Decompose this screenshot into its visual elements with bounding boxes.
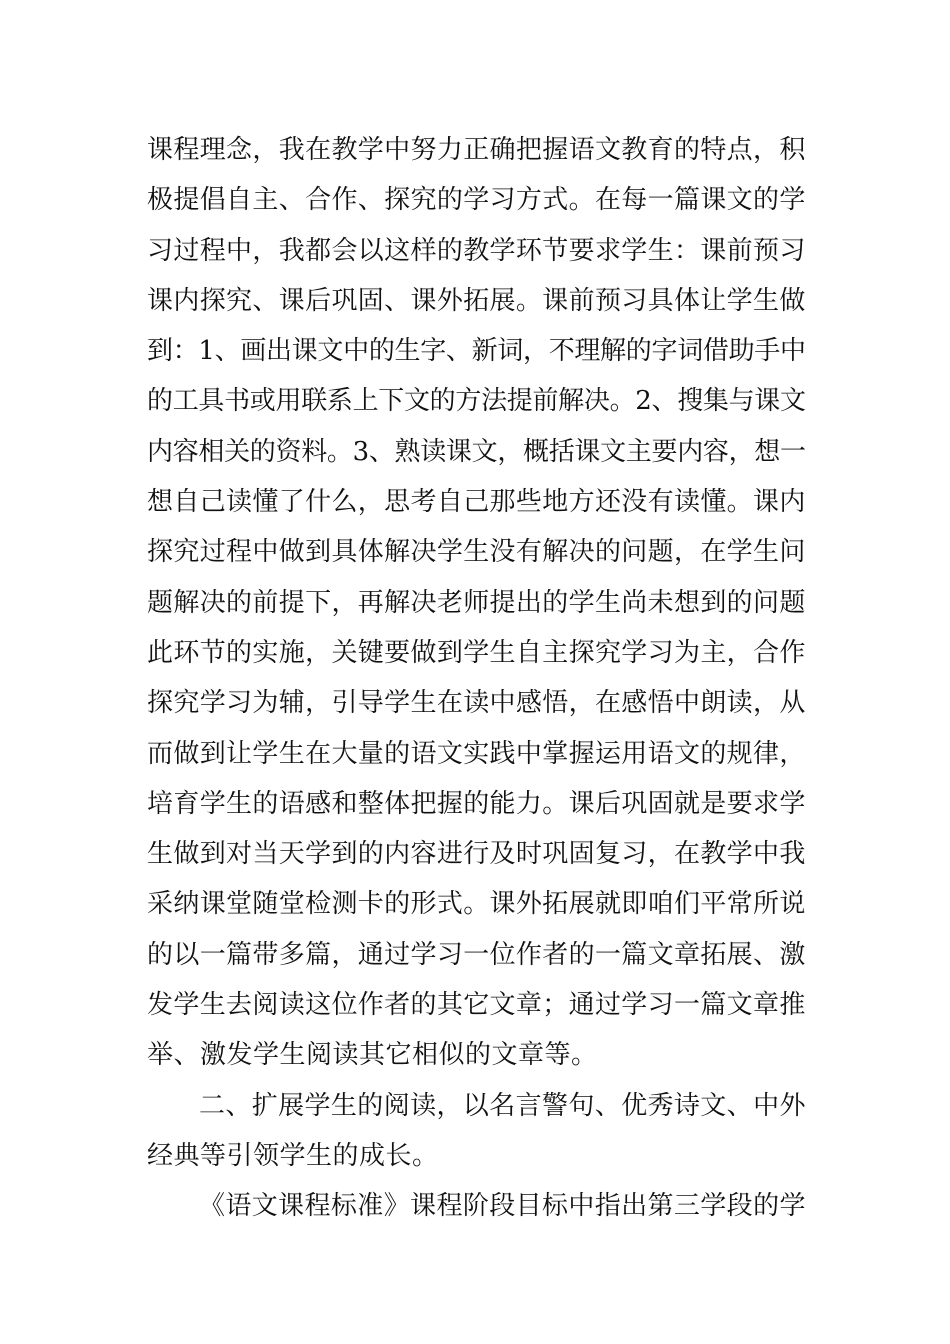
text-line: 极提倡自主、合作、探究的学习方式。在每一篇课文的学 — [147, 185, 806, 216]
document-body — [147, 125, 807, 1232]
text-line: 想自己读懂了什么，思考自己那些地方还没有读懂。课内 — [147, 487, 806, 518]
text-line: 的工具书或用联系上下文的方法提前解决。2、搜集与课文 — [147, 386, 806, 417]
text-line: 探究学习为辅，引导学生在读中感悟，在感悟中朗读，从 — [147, 688, 806, 719]
text-line: 探究过程中做到具体解决学生没有解决的问题，在学生问 — [147, 537, 806, 568]
text-line: 举、激发学生阅读其它相似的文章等。 — [147, 1040, 598, 1071]
text-line: 的以一篇带多篇，通过学习一位作者的一篇文章拓展、激 — [147, 939, 806, 970]
text-line: 到：1、画出课文中的生字、新词，不理解的字词借助手中 — [147, 336, 806, 367]
paragraph-first-line: 二、扩展学生的阅读，以名言警句、优秀诗文、中外 — [199, 1090, 806, 1121]
paragraph-first-line: 《语文课程标准》课程阶段目标中指出第三学段的学 — [199, 1191, 806, 1222]
text-line: 发学生去阅读这位作者的其它文章；通过学习一篇文章推 — [147, 990, 806, 1021]
text-line: 培育学生的语感和整体把握的能力。课后巩固就是要求学 — [147, 788, 806, 819]
text-line: 题解决的前提下，再解决老师提出的学生尚未想到的问题 — [147, 587, 806, 618]
text-line: 采纳课堂随堂检测卡的形式。课外拓展就即咱们平常所说 — [147, 889, 806, 920]
text-line: 而做到让学生在大量的语文实践中掌握运用语文的规律， — [147, 738, 806, 769]
text-line: 内容相关的资料。3、熟读课文，概括课文主要内容，想一 — [147, 436, 806, 467]
text-line: 课内探究、课后巩固、课外拓展。课前预习具体让学生做 — [147, 285, 806, 316]
text-line: 习过程中，我都会以这样的教学环节要求学生：课前预习 — [147, 235, 806, 266]
text-line: 生做到对当天学到的内容进行及时巩固复习，在教学中我 — [147, 839, 806, 870]
text-line: 经典等引领学生的成长。 — [147, 1140, 439, 1171]
text-line: 此环节的实施，关键要做到学生自主探究学习为主，合作 — [147, 637, 806, 668]
text-line: 课程理念，我在教学中努力正确把握语文教育的特点，积 — [147, 135, 806, 165]
